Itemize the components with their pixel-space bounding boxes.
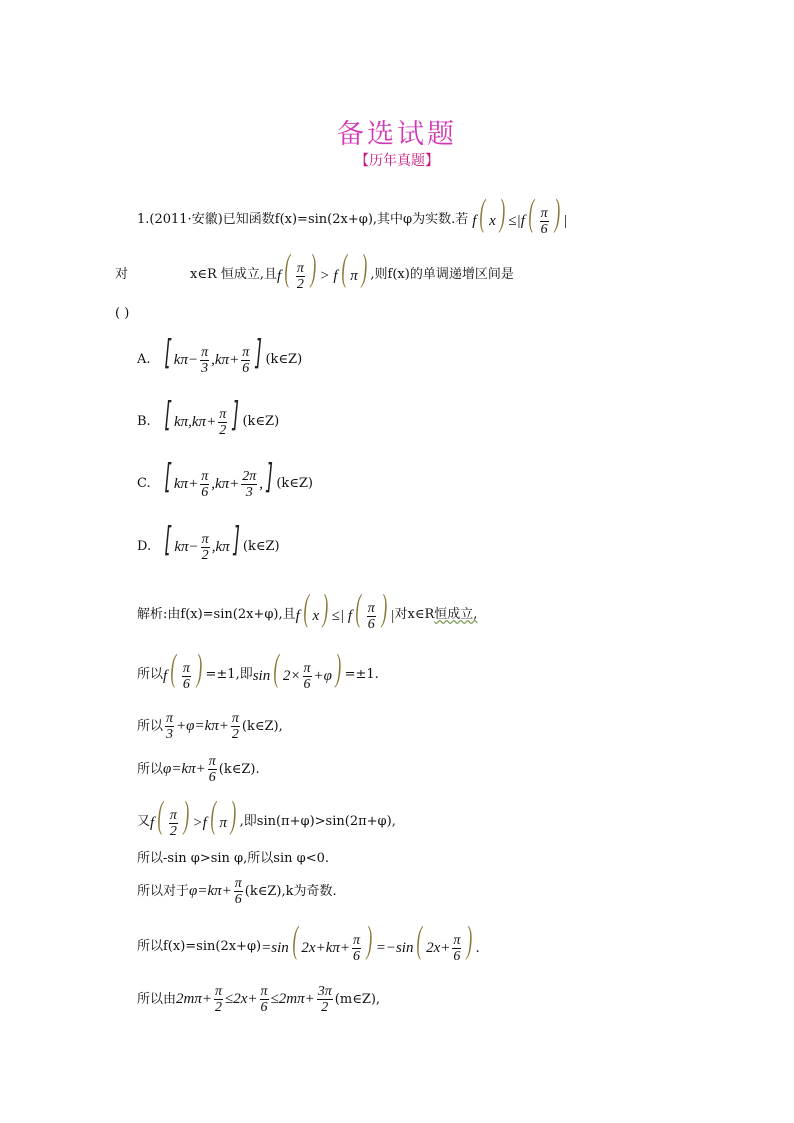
solution-line9	[137, 984, 380, 1015]
option-b-suffix: (k∈Z)	[242, 413, 280, 429]
solution-line4	[137, 754, 260, 785]
option-c-suffix: (k∈Z)	[276, 475, 313, 491]
formula-f-pi-sixth: f( $\frac{\pi}{6}$ )	[163, 647, 203, 693]
formula-phi-equation: $\frac{\pi}{3}$ +φ=kπ+ $\frac{\pi}{2}$	[166, 711, 239, 742]
question-stem-line2	[115, 247, 514, 293]
formula-inequality-range: 2mπ+ $\frac{\pi}{2}$ ≤2x+ $\frac{\pi}{6}$ ≤2mπ+ $\frac{3\pi}{2}$	[176, 984, 332, 1015]
option-b[interactable]	[137, 395, 280, 439]
option-a[interactable]	[137, 333, 303, 377]
option-c-label: C.	[137, 475, 151, 491]
solution-l3-lead: 所以	[137, 718, 164, 734]
solution-line8	[137, 919, 480, 965]
option-d[interactable]	[137, 520, 280, 564]
formula-f-pi-half: f( $\frac{\pi}{2}$ ) > f( π)	[277, 247, 367, 293]
answer-blank: ( )	[115, 306, 130, 321]
solution-l1-mid: 对x∈R	[394, 607, 435, 623]
option-d-interval: [ kπ− $\frac{\pi}{2}$ ,kπ]	[164, 520, 240, 564]
page-title: 备选试题	[337, 119, 457, 150]
solution-l4-end: (k∈Z).	[218, 761, 260, 777]
formula-f-compare: f( $\frac{\pi}{2}$ ) >f( π)	[150, 794, 237, 840]
solution-l9-end: (m∈Z),	[334, 991, 381, 1007]
formula-phi-value: φ=kπ+ $\frac{\pi}{6}$	[163, 754, 216, 785]
solution-line6: 所以-sin φ>sin φ,所以sin φ<0.	[137, 851, 330, 866]
solution-l9-lead: 所以由	[137, 991, 177, 1007]
option-a-suffix: (k∈Z)	[265, 351, 303, 367]
solution-l2-lead: 所以	[137, 667, 164, 683]
solution-l7-lead: 所以对于	[137, 883, 190, 899]
solution-line1	[137, 587, 478, 633]
option-c-interval: [ kπ+ $\frac{\pi}{6}$ ,kπ+ $\frac{2\pi}{3}$ ,]	[163, 457, 273, 501]
solution-l3-end: (k∈Z),	[241, 718, 283, 734]
formula-sin-transform: =sin( 2x+kπ+ $\frac{\pi}{6}$ ) =−sin( 2x+ $\frac{\pi}{6}$ ) .	[261, 919, 480, 965]
section-subtitle: 【历年真题】	[355, 153, 439, 169]
option-c[interactable]	[137, 457, 313, 501]
option-d-suffix: (k∈Z)	[242, 538, 280, 554]
solution-l1-text: 解析:由f(x)=sin(2x+φ),且	[137, 607, 296, 623]
formula-sin-expression: sin( 2× $\frac{\pi}{6}$ +φ)	[252, 647, 342, 693]
option-a-interval: [ kπ− $\frac{\pi}{3}$ ,kπ+ $\frac{\pi}{6}$ ]	[163, 333, 263, 377]
stem-tail: ,则f(x)的单调递增区间是	[370, 267, 514, 283]
solution-line5	[137, 794, 396, 840]
solution-l5-end: ,即sin(π+φ)>sin(2π+φ),	[239, 814, 396, 830]
formula-inequality: f( x) ≤| f( $\frac{\pi}{6}$ ) |	[295, 587, 395, 633]
solution-l5-lead: 又	[137, 814, 151, 830]
formula-condition: f( x) ≤|f( $\frac{\pi}{6}$ ) |	[472, 192, 568, 238]
solution-l8-lead: 所以f(x)=sin(2x+φ)	[137, 939, 262, 955]
option-b-label: B.	[137, 413, 151, 429]
solution-l1-end: 恒成立,	[434, 607, 478, 623]
formula-phi-value-2: φ=kπ+ $\frac{\pi}{6}$	[189, 876, 242, 907]
solution-line7	[137, 876, 337, 907]
solution-line3	[137, 711, 283, 742]
option-d-label: D.	[137, 538, 152, 554]
option-b-interval: [ kπ,kπ+ $\frac{\pi}{2}$ ]	[164, 395, 240, 439]
solution-l2-mid: =±1,即	[205, 667, 253, 683]
stem-lead: 对	[115, 267, 129, 283]
option-a-label: A.	[137, 351, 151, 367]
question-stem-text: 1.(2011·安徽)已知函数f(x)=sin(2x+φ),其中φ为实数.若	[137, 212, 469, 228]
solution-line2	[137, 647, 379, 693]
question-stem-line1	[137, 192, 568, 238]
solution-l4-lead: 所以	[137, 761, 164, 777]
solution-l7-end: (k∈Z),k为奇数.	[244, 883, 337, 899]
solution-l2-end: =±1.	[344, 667, 379, 683]
stem-mid: x∈R 恒成立,且	[190, 267, 278, 283]
